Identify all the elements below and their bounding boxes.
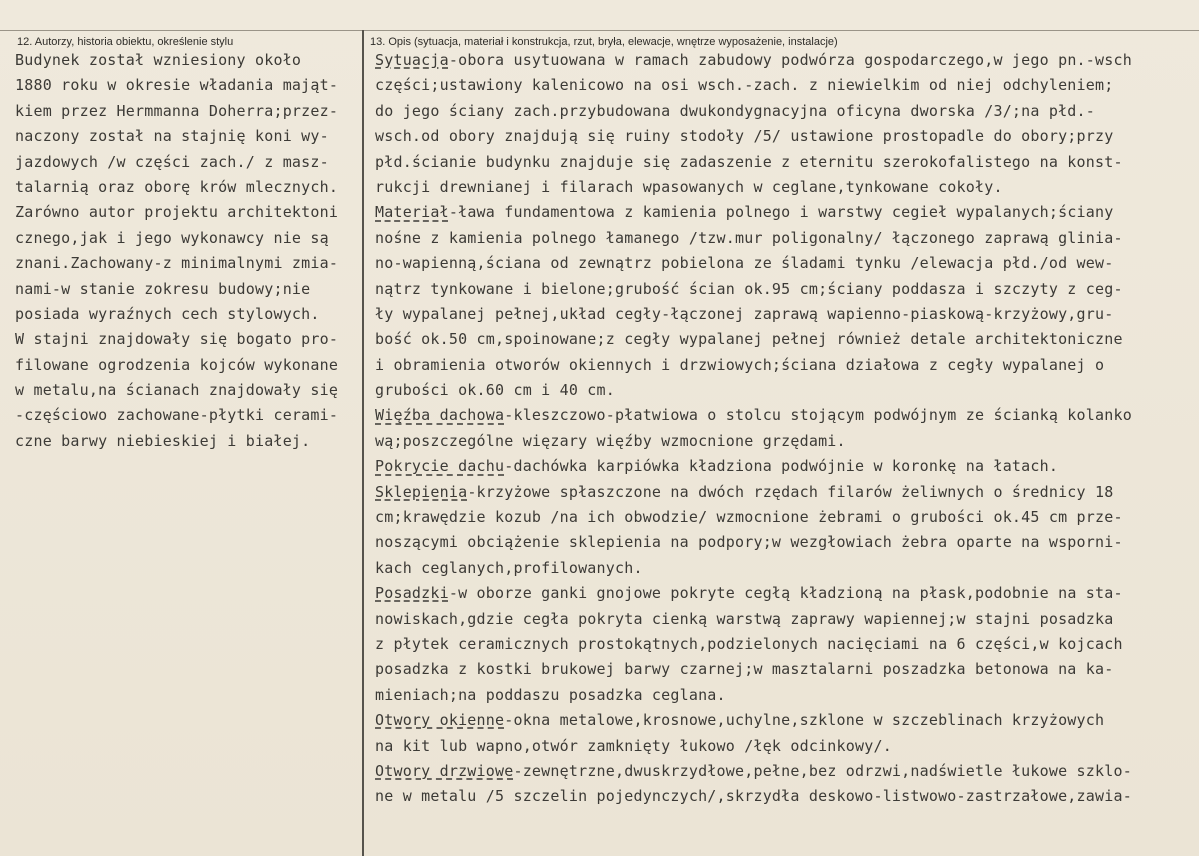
- description-text: wsch.od obory znajdują się ruiny stodoły /5/ ustawione prostopadle do obory;przy: [375, 127, 1114, 146]
- description-text: posadzka z kostki brukowej barwy czarnej;w masztalarni poszadzka betonowa na ka-: [375, 660, 1114, 679]
- description-text-line: [375, 150, 1199, 175]
- description-text: nośne z kamienia polnego łamanego /tzw.mur poligonalny/ łączonego zaprawą glinia-: [375, 228, 1123, 247]
- history-text-line: 1880 roku w okresie władania mająt-: [15, 76, 339, 95]
- description-text-line: [375, 759, 1199, 784]
- description-text-line: [375, 251, 1199, 276]
- description-text-line: [375, 327, 1199, 352]
- description-text-line: [375, 429, 1199, 454]
- description-text-line: [375, 226, 1199, 251]
- description-text-line: [375, 302, 1199, 327]
- description-text-line: [375, 378, 1199, 403]
- description-text: -zewnętrzne,dwuskrzydłowe,pełne,bez odrzwi,nadświetle łukowe szklo-: [513, 761, 1132, 780]
- history-text-line: czne barwy niebieskiej i białej.: [15, 431, 311, 450]
- description-text-line: [375, 505, 1199, 530]
- history-text-line: -częściowo zachowane-płytki cerami-: [15, 406, 339, 425]
- description-text-line: [375, 353, 1199, 378]
- description-text-line: [375, 480, 1199, 505]
- description-text: wą;poszczególne więzary więźby wzmocnione grzędami.: [375, 431, 846, 450]
- description-text-column: [375, 48, 1199, 810]
- section-heading: Otwory okienne: [375, 711, 505, 730]
- description-text: -okna metalowe,krosnowe,uchylne,szklone w szczeblinach krzyżowych: [504, 711, 1105, 730]
- description-text: rukcji drewnianej i filarach wpasowanych w ceglane,tynkowane cokoły.: [375, 177, 1003, 196]
- description-text: bość ok.50 cm,spoinowane;z cegły wypalanej pełnej również detale architektoniczne: [375, 330, 1123, 349]
- description-text-line: [375, 784, 1199, 809]
- description-text: -kleszczowo-płatwiowa o stolcu stojącym podwójnym ze ścianką kolanko: [504, 406, 1132, 425]
- description-text: no-wapienną,ściana od zewnątrz pobielona ze śladami tynku /elewacja płd./od wew-: [375, 254, 1114, 273]
- section-12-header: 12. Autorzy, historia obiektu, określenie stylu: [17, 36, 234, 48]
- history-text-line: naczony został na stajnię koni wy-: [15, 127, 329, 146]
- description-text: części;ustawiony kalenicowo na osi wsch.-zach. z niewielkim od niej odchyleniem;: [375, 76, 1114, 95]
- description-text: i obramienia otworów okiennych i drzwiowych;ściana działowa z cegły wypalanej o: [375, 355, 1105, 374]
- description-text: -w oborze ganki gnojowe pokryte cegłą kładzioną na płask,podobnie na sta-: [448, 584, 1123, 603]
- description-text-line: [375, 734, 1199, 759]
- description-text: kach ceglanych,profilowanych.: [375, 558, 643, 577]
- description-text-line: [375, 632, 1199, 657]
- history-text-line: filowane ogrodzenia kojców wykonane: [15, 355, 339, 374]
- description-text-line: [375, 73, 1199, 98]
- history-text-line: posiada wyraźnych cech stylowych.: [15, 304, 320, 323]
- description-text: do jego ściany zach.przybudowana dwukondygnacyjna oficyna dworska /3/;na płd.-: [375, 101, 1095, 120]
- description-text: ły wypalanej pełnej,układ cegły-łączonej zaprawą wapienno-piaskową-krzyżowy,gru-: [375, 304, 1114, 323]
- section-heading: Więźba dachowa: [375, 406, 505, 425]
- description-text: -ława fundamentowa z kamienia polnego i warstwy cegieł wypalanych;ściany: [448, 203, 1114, 222]
- section-heading: Sklepienia: [375, 482, 468, 501]
- description-text-line: [375, 200, 1199, 225]
- history-text-line: nami-w stanie zokresu budowy;nie: [15, 279, 311, 298]
- section-heading: Sytuacja: [375, 51, 449, 69]
- history-text-line: cznego,jak i jego wykonawcy nie są: [15, 228, 329, 247]
- description-text-line: [375, 581, 1199, 606]
- description-text: -obora usytuowana w ramach zabudowy podwórza gospodarczego,w jego pn.-wsch: [448, 51, 1132, 69]
- description-text: noszącymi obciążenie sklepienia na podpory;w wezgłowiach żebra oparte na wsporni-: [375, 533, 1123, 552]
- history-text-line: Budynek został wzniesiony około: [15, 51, 302, 69]
- description-text-line: [375, 48, 1199, 73]
- description-text: grubości ok.60 cm i 40 cm.: [375, 381, 615, 400]
- history-text-line: w metalu,na ścianach znajdowały się: [15, 381, 339, 400]
- column-divider: [362, 30, 364, 856]
- history-text-line: kiem przez Hermmanna Doherra;przez-: [15, 101, 339, 120]
- history-text-line: znani.Zachowany-z minimalnymi zmia-: [15, 254, 339, 273]
- description-text: -dachówka karpiówka kładziona podwójnie w koronkę na łatach.: [504, 457, 1059, 476]
- description-text: -krzyżowe spłaszczone na dwóch rzędach filarów żeliwnych o średnicy 18: [467, 482, 1114, 501]
- description-text: płd.ścianie budynku znajduje się zadaszenie z eternitu szerokofalistego na konst-: [375, 152, 1123, 171]
- description-text-line: [375, 683, 1199, 708]
- history-text-line: W stajni znajdowały się bogato pro-: [15, 330, 339, 349]
- description-text-line: [375, 277, 1199, 302]
- description-text-line: [375, 124, 1199, 149]
- history-text-line: Zarówno autor projektu architektoni: [15, 203, 339, 222]
- description-text: ne w metalu /5 szczelin pojedynczych/,skrzydła deskowo-listwowo-zastrzałowe,zawia-: [375, 787, 1132, 806]
- description-text-line: [375, 657, 1199, 682]
- section-13-header: 13. Opis (sytuacja, materiał i konstrukcja, rzut, bryła, elewacje, wnętrze wyposażenie, instalacje): [370, 36, 838, 48]
- description-text: nątrz tynkowane i bielone;grubość ścian ok.95 cm;ściany poddasza i szczyty z ceg-: [375, 279, 1123, 298]
- section-heading: Otwory drzwiowe: [375, 761, 514, 780]
- section-heading: Materiał: [375, 203, 449, 222]
- description-text: na kit lub wapno,otwór zamknięty łukowo /łęk odcinkowy/.: [375, 736, 892, 755]
- description-text-line: [375, 530, 1199, 555]
- description-text-line: [375, 403, 1199, 428]
- description-text-line: [375, 708, 1199, 733]
- description-text-line: [375, 454, 1199, 479]
- top-rule: [0, 30, 1199, 31]
- description-text-line: [375, 556, 1199, 581]
- description-text: cm;krawędzie kozub /na ich obwodzie/ wzmocnione żebrami o grubości ok.45 cm prze-: [375, 508, 1123, 527]
- description-text-line: [375, 175, 1199, 200]
- section-heading: Posadzki: [375, 584, 449, 603]
- description-text-line: [375, 607, 1199, 632]
- description-text: nowiskach,gdzie cegła pokryta cienką warstwą zaprawy wapiennej;w stajni posadzka: [375, 609, 1114, 628]
- description-text: z płytek ceramicznych prostokątnych,podzielonych nacięciami na 6 części,w kojcach: [375, 634, 1123, 653]
- history-text-column: [15, 48, 358, 454]
- description-text-line: [375, 99, 1199, 124]
- section-heading: Pokrycie dachu: [375, 457, 505, 476]
- description-text: mieniach;na poddaszu posadzka ceglana.: [375, 685, 726, 704]
- history-text-line: jazdowych /w części zach./ z masz-: [15, 152, 329, 171]
- history-text-line: talarnią oraz oborę krów mlecznych.: [15, 177, 339, 196]
